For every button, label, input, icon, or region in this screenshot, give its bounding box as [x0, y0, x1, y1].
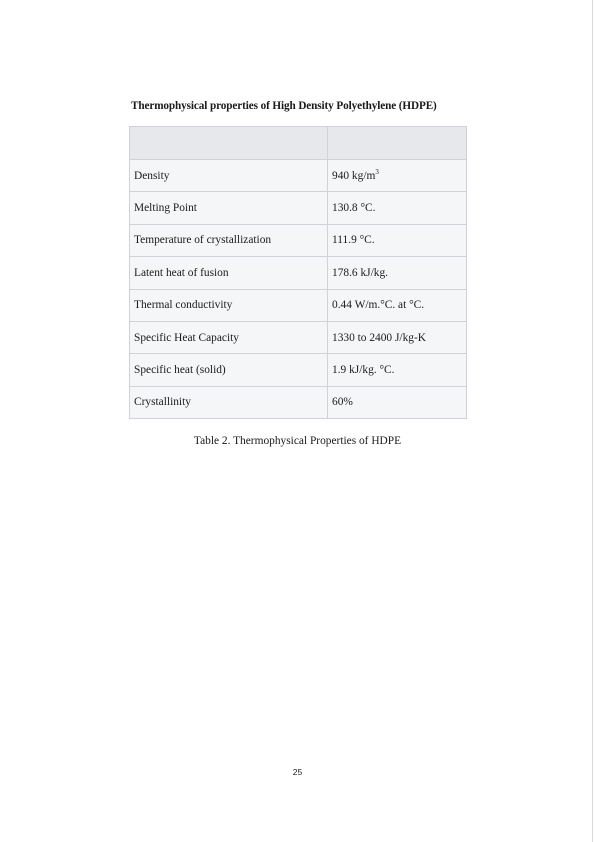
properties-table-block [129, 93, 466, 419]
property-cell: Thermal conductivity [130, 289, 328, 321]
property-cell: Specific heat (solid) [130, 354, 328, 386]
table-header-cell-property [130, 127, 328, 160]
page-number: 25 [292, 767, 303, 777]
value-cell: 1330 to 2400 J/kg-K [328, 321, 467, 353]
table-row [130, 160, 467, 192]
value-cell: 1.9 kJ/kg. °C. [328, 354, 467, 386]
property-cell: Crystallinity [130, 386, 328, 418]
value-cell: 0.44 W/m.°C. at °C. [328, 289, 467, 321]
value-cell [328, 160, 467, 192]
value-cell: 130.8 °C. [328, 192, 467, 224]
table-row [130, 257, 467, 289]
unit-superscript: 3 [375, 167, 379, 176]
value-text: 940 kg/m [332, 169, 376, 182]
table-row [130, 224, 467, 256]
value-cell: 178.6 kJ/kg. [328, 257, 467, 289]
property-cell: Specific Heat Capacity [130, 321, 328, 353]
page-edge-line [592, 0, 593, 842]
table-title: Thermophysical properties of High Density Polyethylene (HDPE) [129, 93, 466, 126]
table-row [130, 354, 467, 386]
property-cell: Temperature of crystallization [130, 224, 328, 256]
table-row [130, 321, 467, 353]
property-cell: Density [130, 160, 328, 192]
table-row [130, 386, 467, 418]
property-cell: Melting Point [130, 192, 328, 224]
table-header-row [130, 127, 467, 160]
table-header-cell-value [328, 127, 467, 160]
table-caption: Table 2. Thermophysical Properties of HDPE [193, 435, 402, 447]
property-cell: Latent heat of fusion [130, 257, 328, 289]
properties-table [129, 126, 467, 419]
value-cell: 60% [328, 386, 467, 418]
table-row [130, 289, 467, 321]
table-row [130, 192, 467, 224]
value-cell: 111.9 °C. [328, 224, 467, 256]
